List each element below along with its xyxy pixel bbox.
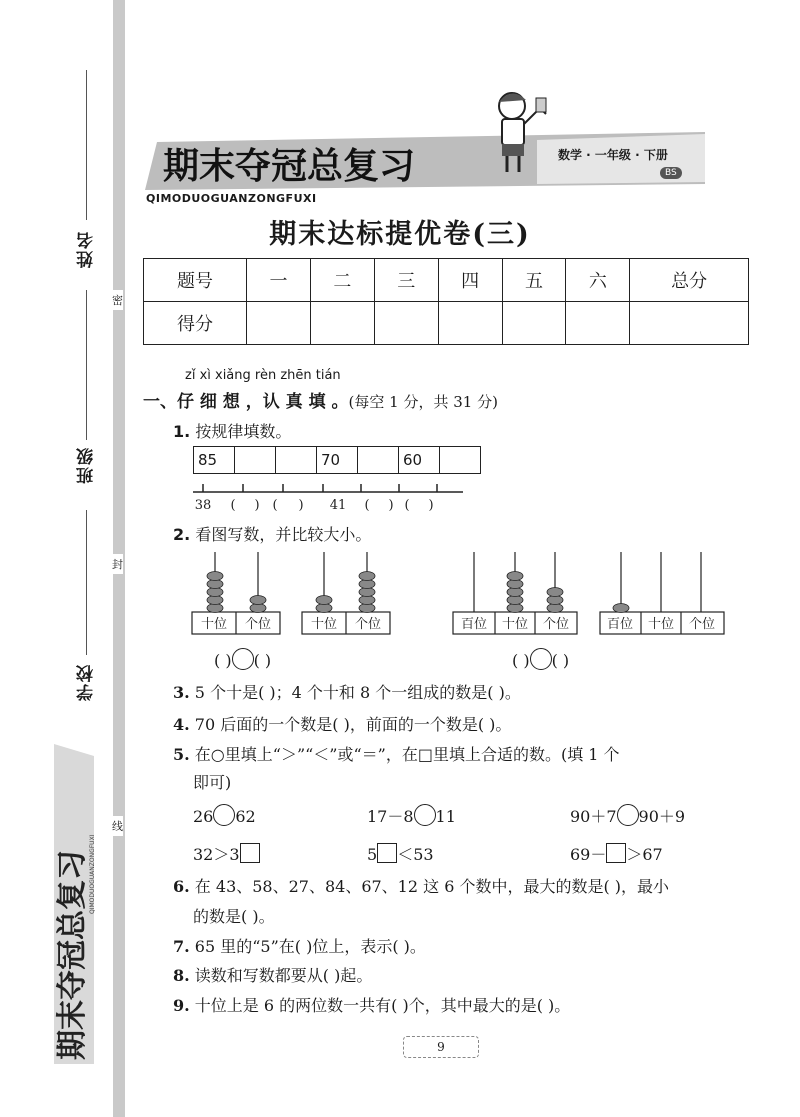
- fill-box[interactable]: [606, 843, 626, 863]
- score-table: [143, 258, 749, 345]
- number-line-blank-open: (: [230, 498, 236, 513]
- answer-blank[interactable]: ( ): [512, 651, 530, 670]
- question-5: [173, 742, 620, 765]
- sequence-boxes: [193, 446, 481, 474]
- boy-mascot-icon: [490, 88, 550, 178]
- compare-item: [193, 804, 256, 826]
- abacus-place-label: 十位: [647, 617, 675, 632]
- question-9: [173, 993, 570, 1016]
- expr-right: 90＋9: [638, 807, 686, 826]
- abacus-place-label: 十位: [501, 617, 529, 632]
- expr-left: 32＞3: [193, 845, 240, 864]
- question-5-cont: 即可): [193, 773, 232, 792]
- abacus-figures: [190, 548, 730, 638]
- question-number: 7.: [173, 937, 190, 956]
- name-line: [86, 70, 87, 220]
- name-label: 姓名: [77, 230, 97, 268]
- compare-row-1: [214, 648, 271, 670]
- question-text: 读数和写数都要从( )起。: [194, 966, 373, 985]
- question-text: 在 43、58、27、84、67、12 这 6 个数中，最大的数是( )，最小: [194, 877, 670, 896]
- abacus-place-label: 十位: [200, 617, 228, 632]
- score-input-cell[interactable]: [310, 302, 374, 345]
- class-label: 班级: [77, 446, 97, 484]
- score-input-cell[interactable]: [374, 302, 438, 345]
- score-input-cell[interactable]: [630, 302, 749, 345]
- expr-right: 62: [235, 807, 256, 826]
- answer-blank[interactable]: ( ): [551, 651, 570, 670]
- compare-item: [367, 804, 456, 827]
- section-pinyin: zǐ xì xiǎng rèn zhēn tián: [185, 368, 341, 383]
- score-cell: 一: [247, 259, 311, 302]
- expr-left: 69－: [570, 845, 607, 864]
- score-table-header-row: [144, 259, 749, 302]
- question-number: 5.: [173, 745, 190, 764]
- vertical-logo-text: 期末夺冠总复习: [55, 850, 90, 1060]
- number-line-blank-close: ): [298, 498, 304, 513]
- score-row-label: 得分: [144, 302, 247, 345]
- compare-row-2: [512, 648, 569, 670]
- score-cell: 二: [310, 259, 374, 302]
- question-number: 2.: [173, 525, 191, 544]
- vertical-logo-pinyin: QIMODUOGUANZONGFUXI: [89, 834, 96, 914]
- sequence-box-blank[interactable]: [276, 447, 317, 474]
- expr-left: 17－8: [367, 807, 414, 826]
- abacus-place-label: 个位: [354, 617, 382, 632]
- expr-right: ＜53: [397, 845, 434, 864]
- question-number: 6.: [173, 877, 190, 896]
- section-heading: [143, 387, 498, 412]
- question-6: [173, 874, 669, 897]
- question-8: [173, 963, 372, 986]
- sequence-box: 70: [317, 447, 358, 474]
- number-line-blank-close: ): [254, 498, 260, 513]
- score-cell: 三: [374, 259, 438, 302]
- score-cell: 题号: [144, 259, 247, 302]
- abacus-place-label: 百位: [606, 617, 634, 632]
- seal-word-feng: 封: [112, 554, 123, 574]
- score-cell: 总分: [630, 259, 749, 302]
- score-table-score-row: [144, 302, 749, 345]
- question-1: [173, 419, 291, 442]
- expr-left: 26: [193, 807, 214, 826]
- answer-blank[interactable]: ( ): [253, 651, 272, 670]
- series-pinyin: QIMODUOGUANZONGFUXI: [146, 192, 317, 205]
- question-number: 3.: [173, 683, 190, 702]
- subject-grade: 数学 · 一年级 · 下册: [558, 148, 668, 162]
- number-line-blank-open: (: [404, 498, 410, 513]
- score-input-cell[interactable]: [566, 302, 630, 345]
- number-line: [193, 478, 465, 514]
- abacus-place-label: 百位: [460, 617, 488, 632]
- score-cell: 六: [566, 259, 630, 302]
- abacus-place-label: 个位: [542, 617, 570, 632]
- question-4: [173, 712, 511, 735]
- section-note: (每空 1 分，共 31 分): [348, 393, 498, 411]
- number-line-blank-open: (: [272, 498, 278, 513]
- score-input-cell[interactable]: [502, 302, 566, 345]
- question-text: 65 里的“5”在( )位上，表示( )。: [194, 937, 426, 956]
- question-number: 9.: [173, 996, 190, 1015]
- fill-box[interactable]: [377, 843, 397, 863]
- abacus-place-label: 个位: [688, 617, 716, 632]
- score-cell: 五: [502, 259, 566, 302]
- question-text: 5 个十是( )；4 个十和 8 个一组成的数是( )。: [194, 683, 521, 702]
- number-line-blank-open: (: [364, 498, 370, 513]
- question-text: 十位上是 6 的两位数一共有( )个，其中最大的是( )。: [194, 996, 571, 1015]
- sequence-box-blank[interactable]: [440, 447, 481, 474]
- question-2: [173, 522, 371, 545]
- number-line-label: 41: [329, 498, 347, 513]
- page-number: 9: [403, 1036, 479, 1058]
- school-label: 学校: [77, 663, 97, 701]
- expr-right: ＞67: [626, 845, 663, 864]
- fill-box-item: [570, 842, 663, 865]
- score-cell: 四: [438, 259, 502, 302]
- edition-badge: BS: [660, 167, 682, 179]
- compare-circle[interactable]: [213, 804, 235, 826]
- series-title: 期末夺冠总复习: [163, 146, 416, 187]
- question-text: 按规律填数。: [195, 422, 292, 441]
- compare-circle[interactable]: [414, 804, 436, 826]
- fill-box-item: [193, 842, 260, 865]
- question-number: 1.: [173, 422, 191, 441]
- question-text: 看图写数，并比较大小。: [195, 525, 372, 544]
- compare-item: [570, 804, 685, 827]
- question-text: 在○里填上“＞”“＜”或“＝”，在□里填上合适的数。(填 1 个: [194, 745, 620, 764]
- class-line: [86, 290, 87, 440]
- abacus-place-label: 个位: [244, 617, 272, 632]
- header-banner: [145, 132, 705, 194]
- question-number: 4.: [173, 715, 190, 734]
- number-line-blank-close: ): [428, 498, 434, 513]
- sequence-box-blank[interactable]: [358, 447, 399, 474]
- sequence-box: 60: [399, 447, 440, 474]
- question-text: 70 后面的一个数是( )，前面的一个数是( )。: [194, 715, 512, 734]
- seal-word-mi: 密: [112, 290, 123, 310]
- paper-title: 期末达标提优卷(三): [269, 219, 531, 250]
- answer-blank[interactable]: ( ): [214, 651, 232, 670]
- section-heading-text: 一、仔 细 想 ，认 真 填 。: [143, 392, 349, 412]
- sequence-box: 85: [194, 447, 235, 474]
- number-line-blank-close: ): [388, 498, 394, 513]
- abacus-place-label: 十位: [310, 617, 338, 632]
- number-line-label: 38: [194, 498, 212, 513]
- question-7: [173, 934, 426, 957]
- seal-word-xian: 线: [112, 816, 123, 836]
- score-input-cell[interactable]: [247, 302, 311, 345]
- question-6-cont: 的数是( )。: [193, 907, 275, 926]
- expr-left: 5: [367, 845, 378, 864]
- fill-box[interactable]: [240, 843, 260, 863]
- vertical-series-logo: [46, 744, 102, 1064]
- expr-left: 90＋7: [570, 807, 617, 826]
- compare-circle[interactable]: [530, 648, 552, 670]
- question-3: [173, 680, 521, 703]
- compare-circle[interactable]: [617, 804, 639, 826]
- compare-circle[interactable]: [232, 648, 254, 670]
- fill-box-item: [367, 842, 434, 865]
- question-number: 8.: [173, 966, 190, 985]
- expr-right: 11: [435, 807, 456, 826]
- score-input-cell[interactable]: [438, 302, 502, 345]
- sequence-box-blank[interactable]: [235, 447, 276, 474]
- school-line: [86, 510, 87, 655]
